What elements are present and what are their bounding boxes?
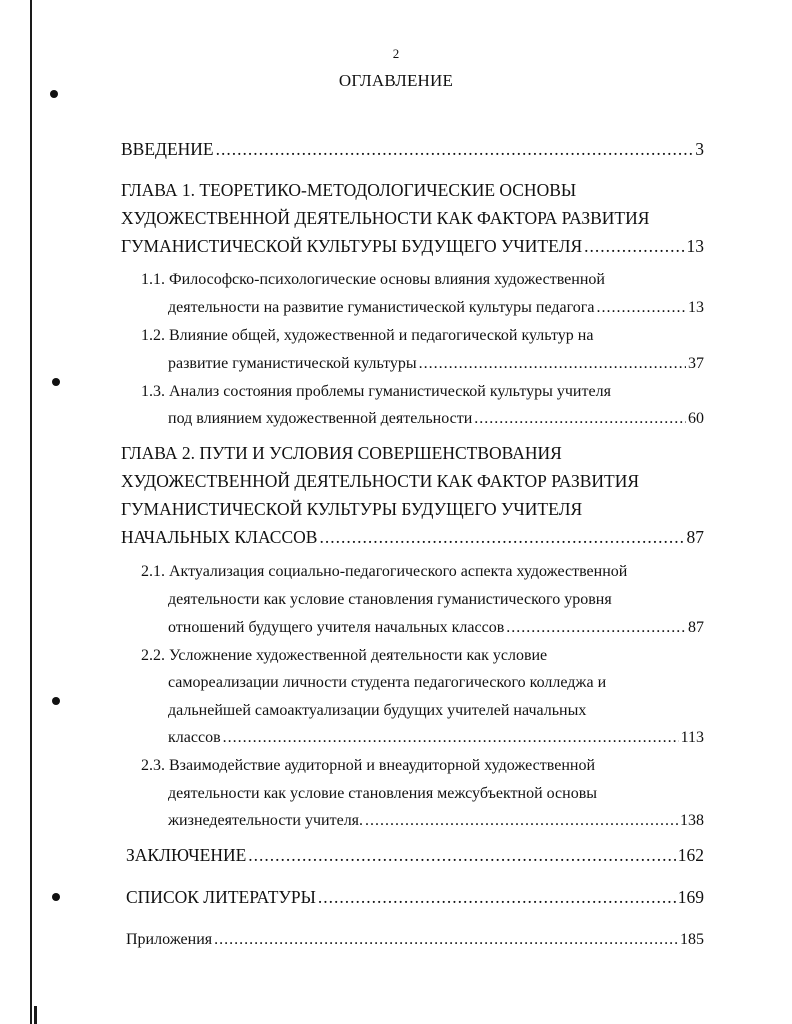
toc-page-number: 37	[688, 355, 704, 372]
dot-leader	[474, 409, 686, 429]
toc-page-number: 113	[680, 729, 704, 746]
dot-leader	[596, 298, 686, 318]
toc-entry-text: под влиянием художественной деятельности	[168, 410, 473, 427]
toc-entry-chapter2[interactable]	[121, 527, 704, 547]
toc-page-number: 87	[686, 527, 704, 547]
toc-chapter1-line2: ХУДОЖЕСТВЕННОЙ ДЕЯТЕЛЬНОСТИ КАК ФАКТОРА РАЗВИТИЯ	[121, 208, 650, 228]
toc-section-2-2-line1: 2.2. Усложнение художественной деятельности как условие	[141, 647, 548, 664]
toc-title: ОГЛАВЛЕНИЕ	[338, 71, 454, 90]
page-number: 2	[392, 46, 400, 61]
dot-leader	[214, 930, 678, 950]
toc-entry-text: классов	[168, 729, 221, 746]
toc-entry-conclusion[interactable]	[126, 845, 704, 865]
toc-page-number: 162	[677, 845, 704, 865]
toc-page-number: 3	[695, 139, 704, 159]
toc-entry-chapter1[interactable]	[121, 236, 704, 256]
dot-leader	[319, 527, 684, 547]
toc-page-number: 138	[680, 812, 704, 829]
toc-entry-section-2-1[interactable]	[168, 618, 704, 638]
toc-entry-text: СПИСОК ЛИТЕРАТУРЫ	[126, 887, 316, 907]
dot-leader	[216, 139, 694, 159]
punch-hole-dot	[52, 378, 60, 386]
toc-section-2-2-line3: дальнейшей самоактуализации будущих учителей начальных	[168, 702, 587, 719]
toc-page-number: 87	[688, 619, 704, 636]
dot-leader	[365, 811, 678, 831]
toc-entry-section-1-2[interactable]	[168, 354, 704, 374]
toc-entry-section-2-3[interactable]	[168, 811, 704, 831]
toc-chapter2-line2: ХУДОЖЕСТВЕННОЙ ДЕЯТЕЛЬНОСТИ КАК ФАКТОР РАЗВИТИЯ	[121, 471, 640, 491]
punch-hole-dot	[52, 893, 60, 901]
toc-entry-text: Приложения	[126, 931, 213, 948]
punch-hole-dot	[52, 697, 60, 705]
punch-hole-dot	[50, 90, 58, 98]
toc-entry-text: деятельности на развитие гуманистической культуры педагога	[168, 299, 595, 316]
toc-page-number: 185	[680, 931, 704, 948]
toc-section-2-1-line1: 2.1. Актуализация социально-педагогического аспекта художественной	[141, 563, 628, 580]
toc-page-number: 13	[688, 299, 704, 316]
toc-section-2-1-line2: деятельности как условие становления гуманистического уровня	[168, 591, 612, 608]
toc-entry-text: ВВЕДЕНИЕ	[121, 139, 214, 159]
toc-section-2-3-line2: деятельности как условие становления межсубъектной основы	[168, 785, 598, 802]
binding-edge-line	[30, 0, 32, 1024]
toc-entry-text: жизнедеятельности учителя.	[168, 812, 364, 829]
toc-chapter1-line1: ГЛАВА 1. ТЕОРЕТИКО-МЕТОДОЛОГИЧЕСКИЕ ОСНОВЫ	[121, 180, 577, 200]
toc-entry-text: отношений будущего учителя начальных классов	[168, 619, 505, 636]
toc-entry-references[interactable]	[126, 887, 704, 907]
toc-entry-appendix[interactable]	[126, 930, 704, 950]
toc-page-number: 60	[688, 410, 704, 427]
toc-page-number: 169	[677, 887, 704, 907]
toc-entry-text: ЗАКЛЮЧЕНИЕ	[126, 845, 247, 865]
toc-entry-section-1-1[interactable]	[168, 298, 704, 318]
binding-edge-tick	[34, 1006, 37, 1024]
dot-leader	[419, 354, 686, 374]
dot-leader	[223, 728, 679, 748]
toc-entry-text: НАЧАЛЬНЫХ КЛАССОВ	[121, 527, 318, 547]
toc-entry-section-1-3[interactable]	[168, 409, 704, 429]
dot-leader	[248, 845, 675, 865]
toc-chapter2-line1: ГЛАВА 2. ПУТИ И УСЛОВИЯ СОВЕРШЕНСТВОВАНИЯ	[121, 443, 562, 463]
toc-entry-text: развитие гуманистической культуры	[168, 355, 417, 372]
toc-section-1-3-line1: 1.3. Анализ состояния проблемы гуманистической культуры учителя	[141, 383, 611, 400]
dot-leader	[318, 887, 676, 907]
toc-section-2-3-line1: 2.3. Взаимодействие аудиторной и внеаудиторной художественной	[141, 757, 596, 774]
dot-leader	[584, 236, 684, 256]
toc-section-2-2-line2: самореализации личности студента педагогического колледжа и	[168, 674, 607, 691]
toc-entry-text: ГУМАНИСТИЧЕСКОЙ КУЛЬТУРЫ БУДУЩЕГО УЧИТЕЛЯ	[121, 236, 583, 256]
toc-entry-intro[interactable]	[121, 139, 704, 159]
toc-section-1-2-line1: 1.2. Влияние общей, художественной и педагогической культур на	[141, 327, 594, 344]
toc-chapter2-line3: ГУМАНИСТИЧЕСКОЙ КУЛЬТУРЫ БУДУЩЕГО УЧИТЕЛЯ	[121, 499, 583, 519]
toc-page-number: 13	[686, 236, 704, 256]
toc-section-1-1-line1: 1.1. Философско-психологические основы влияния художественной	[141, 271, 605, 288]
toc-entry-section-2-2[interactable]	[168, 728, 704, 748]
dot-leader	[506, 618, 686, 638]
